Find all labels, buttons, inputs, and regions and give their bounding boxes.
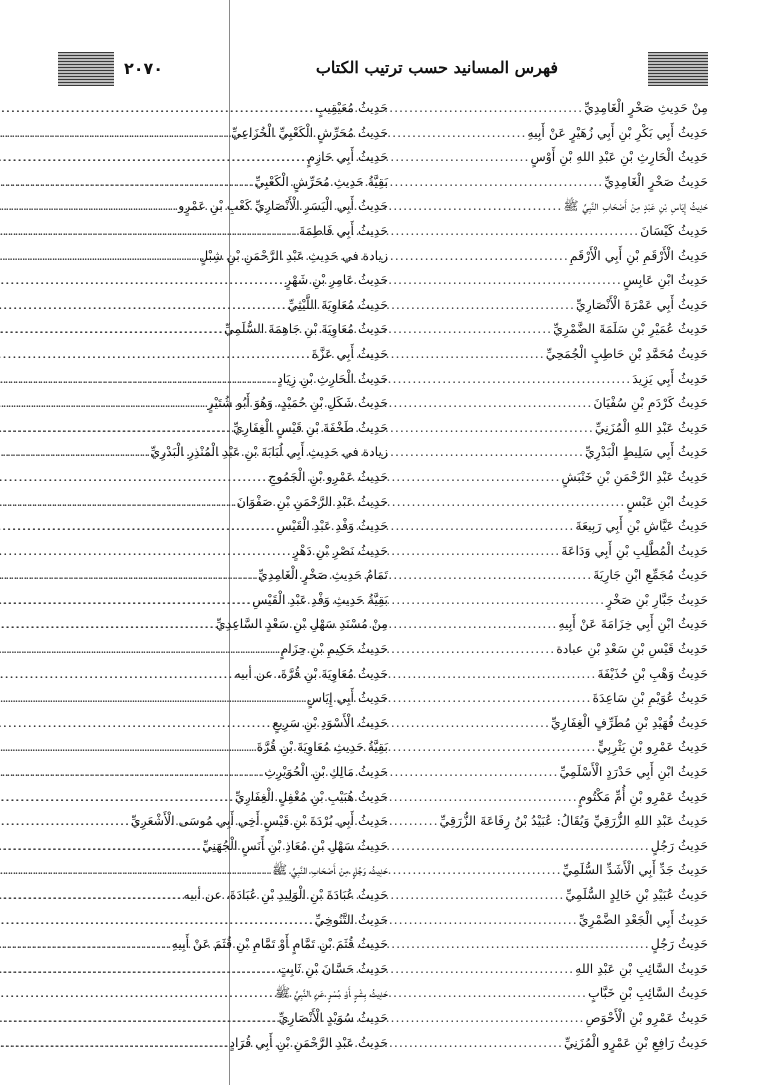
entry-title: حَدِيثُ مُحَرِّشٍ الْكَعْبِيِّ الْخُزَاعِيِّ — [231, 124, 388, 140]
entry-title: حَدِيثُ عُبَادَةَ بْنِ الْوَلِيدِ بْنِ عُبَادَةَ، عن أبيه — [183, 887, 388, 902]
index-entry — [396, 440, 708, 465]
entry-title: حَدِيثُ ابْنِ أَبِي حَدْرَدٍ الْأَسْلَمِيِّ — [559, 764, 708, 780]
leader-dots — [0, 145, 306, 170]
index-entry — [50, 809, 388, 834]
entry-title: حَدِيثُ الْحَارِثِ بْنِ زِيَادٍ — [277, 370, 388, 386]
page-header — [58, 52, 708, 86]
entry-title: حَدِيثُ بِشْرٍ أَوْ بُسْرٍ عَنِ النَّبِيِّ ﷺ — [274, 985, 388, 1001]
index-entry — [50, 416, 388, 441]
entry-title: حَدِيثُ رَجُلٍ مِنْ أَصْحَابِ النَّبِيِّ ﷺ — [272, 862, 388, 878]
index-entry — [50, 563, 388, 588]
index-entry — [396, 121, 708, 146]
index-entry — [396, 735, 708, 760]
entry-title: حَدِيثُ حَسَّانَ بْنِ ثَابِتٍ — [278, 960, 388, 976]
entry-title: حَدِيثُ أَبِي بُرْدَةَ بْنِ قَيْسٍ أَخِي أَبِي مُوسَى الْأَشْعَرِيِّ — [130, 813, 388, 829]
leader-dots — [0, 637, 279, 662]
entry-title: حَدِيثُ عَبْدِ اللهِ الزُّرَقِيِّ وَيُقَالُ: عُبَيْدُ بْنُ رِفَاعَةَ الزُّرَقِيِّ — [439, 813, 708, 829]
index-entry — [396, 490, 708, 515]
index-entry — [396, 539, 708, 564]
entry-title: حَدِيثُ إِيَاسِ بْنِ عَبْدٍ مِنْ أَصْحَابِ النَّبِيِّ ﷺ — [563, 198, 708, 214]
leader-dots — [0, 711, 271, 736]
entry-title: حَدِيثُ الْأَسْوَدِ بْنِ سَرِيعٍ — [272, 714, 388, 730]
index-entry — [396, 465, 708, 490]
index-entry — [396, 957, 708, 982]
entry-title: حَدِيثُ نَصْرِ بْنِ دَهْرٍ — [292, 542, 388, 558]
entry-title: حَدِيثُ عَيَّاشِ بْنِ أَبِي رَبِيعَةَ — [575, 518, 708, 534]
entry-title: بَقِيَّةُ حَدِيثِ مُحَرِّشٍ الْكَعْبِيِّ — [254, 173, 388, 189]
index-entry — [396, 170, 708, 195]
entry-title: حَدِيثُ عَمْرِو بْنِ الْأَحْوَصِ — [585, 1009, 708, 1025]
index-entry — [396, 1031, 708, 1056]
index-entry — [50, 539, 388, 564]
index-entry — [50, 317, 388, 342]
leader-dots — [0, 883, 183, 908]
leader-dots — [0, 858, 271, 883]
entry-title: حَدِيثُ حَكِيمِ بْنِ حِزَامٍ — [280, 641, 388, 657]
header-ornament-right — [648, 52, 708, 86]
entry-title: حَدِيثُ قَيْسِ بْنِ سَعْدِ بْنِ عبادة — [556, 641, 708, 657]
entry-title: حَدِيثُ أَبِي حَازِمٍ — [307, 149, 388, 165]
index-entry — [396, 293, 708, 318]
leader-dots — [0, 244, 198, 269]
index-entry — [50, 637, 388, 662]
index-entry — [396, 342, 708, 367]
entry-title: حَدِيثُ السَّائِبِ بْنِ عَبْدِ اللهِ — [575, 960, 708, 976]
index-entry — [396, 391, 708, 416]
leader-dots — [0, 317, 223, 342]
entry-title: حَدِيثُ السَّائِبِ بْنِ خَبَّابٍ — [587, 985, 708, 1001]
index-entry — [50, 662, 388, 687]
entry-title: حَدِيثُ عَبْدِ اللهِ الْمُزَنِيِّ — [594, 419, 708, 435]
entry-title: حَدِيثُ طَخْفَةَ بْنِ قَيْسٍ الْغِفَارِيِّ — [233, 419, 388, 435]
index-entry — [396, 1006, 708, 1031]
entry-title: حَدِيثُ عَبْدِ الرَّحْمَنِ بْنِ صَفْوَانَ — [236, 493, 388, 509]
leader-dots — [0, 219, 298, 244]
leader-dots — [0, 194, 177, 219]
entry-title: حَدِيثُ قُثَمَ بْنِ تَمَّامٍ أَوْ تَمَّامِ بْنِ قُثَمَ عَنْ أَبِيهِ — [171, 936, 388, 952]
entry-title: حَدِيثُ أَبِي فَاطِمَةَ — [298, 222, 388, 238]
index-entry — [396, 416, 708, 441]
entry-title: زيادة في حَدِيثِ أَبِي لُبَابَةَ بْنِ عَبْدِ الْمُنْذِرِ الْبَدْرِيِّ — [150, 444, 388, 460]
entry-title: حَدِيثُ عَبْدِ الرَّحْمَنِ بْنِ أَبِي قُرَادٍ — [229, 1034, 388, 1050]
leader-dots — [0, 588, 251, 613]
entry-title: حَدِيثُ مُجَمِّعِ ابْنِ جَارِيَةَ — [593, 567, 708, 583]
entry-title: حَدِيثُ الْأَرْقَمِ بْنِ أَبِي الْأَرْقَمِ — [569, 247, 708, 263]
entry-title: حَدِيثُ أَبِي يَزِيدَ — [632, 370, 708, 386]
entry-title: حَدِيثُ أَبِي سَلِيطٍ الْبَدْرِيِّ — [584, 444, 708, 460]
entry-title: حَدِيثُ عَامِرِ بْنِ شَهْرٍ — [285, 272, 388, 288]
index-entry — [50, 1006, 388, 1031]
leader-dots — [0, 514, 275, 539]
entry-title: حَدِيثُ الْحَارِثِ بْنِ عَبْدِ اللهِ بْنِ أَوْسٍ — [530, 149, 708, 165]
entry-title: حَدِيثُ التَّنُوخِيِّ — [314, 911, 388, 927]
leader-dots — [0, 293, 287, 318]
leader-dots — [0, 686, 306, 711]
index-entry — [50, 1031, 388, 1056]
leader-dots — [0, 170, 253, 195]
index-entry — [50, 391, 388, 416]
leader-dots — [0, 612, 215, 637]
entry-title: زيادة في حَدِيثِ عَبْدِ الرَّحْمَنِ بْنِ شِبْلٍ — [199, 247, 388, 263]
index-entry — [50, 858, 388, 883]
index-entry — [396, 932, 708, 957]
index-entry — [396, 219, 708, 244]
index-entry — [396, 194, 708, 219]
index-entry — [50, 957, 388, 982]
entry-title: حَدِيثُ عَمْرِو بْنِ أُمِّ مَكْتُومٍ — [578, 788, 708, 804]
entry-title: حَدِيثُ مَالِكِ بْنِ الْحُوَيْرِثِ — [264, 764, 388, 780]
header-ornament-left — [58, 52, 114, 86]
entry-title: مِنْ مُسْنَدِ سَهْلِ بْنِ سَعْدٍ السَّاعِدِيِّ — [215, 616, 388, 632]
index-column-left — [50, 96, 388, 1055]
entry-title: حَدِيثُ وَهْبِ بْنِ حُذَيْفَةَ — [597, 665, 708, 681]
entry-title: حَدِيثُ أَبِي عَزَّةَ — [311, 345, 388, 361]
entry-title: حَدِيثُ عَمْرِو بْنِ يَثْرِبِيٍّ — [597, 739, 708, 755]
entry-title: حَدِيثُ رَجُلٍ — [650, 936, 708, 952]
index-entry — [50, 588, 388, 613]
index-entry — [50, 145, 388, 170]
index-entry — [396, 834, 708, 859]
index-entry — [50, 735, 388, 760]
leader-dots — [0, 416, 232, 441]
leader-dots — [0, 908, 314, 933]
index-entry — [50, 981, 388, 1006]
leader-dots — [0, 957, 277, 982]
entry-title: حَدِيثُ أَبِي عَمْرَةَ الْأَنْصَارِيِّ — [575, 296, 708, 312]
index-entry — [50, 367, 388, 392]
entry-title: حَدِيثُ مُعَاوِيَةَ بْنِ جَاهِمَةَ السُّلَمِيِّ — [224, 321, 388, 337]
index-entry — [396, 785, 708, 810]
entry-title: حَدِيثُ سَهْلِ بْنِ مُعَاذِ بْنِ أَنَسٍ الْجُهَنِيِّ — [202, 837, 388, 853]
index-entry — [50, 219, 388, 244]
index-entry — [50, 883, 388, 908]
entry-title: حَدِيثُ ابْنِ عَابِسٍ — [622, 272, 708, 288]
entry-title: حَدِيثُ هُبَيْبِ بْنِ مُغْفِلٍ الْغِفَارِيِّ — [234, 788, 388, 804]
entry-title: حَدِيثُ أَبِي بَكْرِ بْنِ أَبِي زُهَيْرٍ عَنْ أَبِيهِ — [527, 124, 708, 140]
leader-dots — [0, 785, 234, 810]
index-entry — [396, 514, 708, 539]
index-entry — [396, 760, 708, 785]
entry-title: حَدِيثُ وَفْدِ عَبْدِ الْقَيْسِ — [276, 518, 388, 534]
entry-title: حَدِيثُ سُوَيْدٍ الْأَنْصَارِيِّ — [278, 1009, 388, 1025]
leader-dots — [0, 735, 256, 760]
index-entry — [396, 145, 708, 170]
entry-title: حَدِيثُ الْمُطَّلِبِ بْنِ أَبِي وَدَاعَةَ — [561, 542, 708, 558]
leader-dots — [0, 809, 130, 834]
index-entry — [50, 711, 388, 736]
index-entry — [50, 440, 388, 465]
index-entry — [50, 170, 388, 195]
entry-title: حَدِيثُ صَخْرٍ الْغَامِدِيِّ — [604, 173, 708, 189]
entry-title: حَدِيثُ عُوَيْمِ بْنِ سَاعِدَةَ — [592, 690, 708, 706]
index-entry — [50, 908, 388, 933]
index-entry — [50, 834, 388, 859]
entry-title: حَدِيثُ عَبْدِ الرَّحْمَنِ بْنِ خَنْبَشٍ — [561, 468, 708, 484]
index-entry — [396, 662, 708, 687]
entry-title: حَدِيثُ رَجُلٍ — [650, 837, 708, 853]
index-entry — [396, 883, 708, 908]
entry-title: حَدِيثُ مُحَمَّدِ بْنِ حَاطِبٍ الْجُمَحِيِّ — [545, 345, 708, 361]
page-number: ٢٠٧٠ — [124, 59, 164, 78]
entry-title: حَدِيثُ شَكَلِ بْنِ حُمَيْدٍ، وَهُوَ أَبُو شُتَيْرٍ — [207, 395, 388, 411]
entry-title: حَدِيثُ فُهَيْدِ بْنِ مُطَرِّفٍ الْغِفَارِيِّ — [550, 714, 708, 730]
entry-title: حَدِيثُ جَدِّ أَبِي الْأَشَدِّ السُّلَمِيِّ — [562, 862, 708, 878]
entry-title: حَدِيثُ عُبَيْدِ بْنِ خَالِدٍ السُّلَمِيِّ — [565, 887, 708, 902]
leader-dots — [0, 662, 233, 687]
leader-dots — [0, 932, 171, 957]
index-entry — [396, 908, 708, 933]
leader-dots — [0, 391, 207, 416]
entry-title: مِنْ حَدِيثِ صَخْرٍ الْغَامِدِيِّ — [584, 100, 708, 115]
entry-title: حَدِيثُ عُمَيْرِ بْنِ سَلَمَةَ الضَّمْرِيِّ — [553, 321, 708, 337]
leader-dots — [0, 96, 314, 121]
index-entry — [396, 612, 708, 637]
entry-title: بَقِيَّةُ حَدِيثِ وَفْدِ عَبْدِ الْقَيْسِ — [252, 591, 388, 607]
index-entry — [50, 490, 388, 515]
index-entry — [50, 932, 388, 957]
index-entry — [396, 367, 708, 392]
index-entry — [396, 686, 708, 711]
entry-title: حَدِيثُ أَبِي إِيَاسٍ — [306, 690, 388, 706]
leader-dots — [0, 121, 230, 146]
index-entry — [396, 317, 708, 342]
index-entry — [50, 686, 388, 711]
entry-title: حَدِيثُ أَبِي الْيَسَرِ الْأَنْصَارِيِّ كَعْبِ بْنِ عَمْرٍو — [178, 198, 388, 214]
index-entry — [396, 563, 708, 588]
leader-dots — [0, 367, 276, 392]
index-entry — [396, 588, 708, 613]
index-entry — [50, 194, 388, 219]
leader-dots — [0, 1031, 228, 1056]
leader-dots — [0, 1006, 277, 1031]
index-entry — [50, 514, 388, 539]
leader-dots — [0, 440, 149, 465]
leader-dots — [0, 834, 201, 859]
entry-title: حَدِيثُ ابْنِ عَبْسٍ — [626, 493, 708, 509]
entry-title: حَدِيثُ أَبِي الْجَعْدِ الضَّمْرِيِّ — [578, 911, 708, 927]
leader-dots — [0, 563, 257, 588]
entry-title: حَدِيثُ مُعَاوِيَةَ بْنِ قُرَّةَ، عن أبيه — [234, 665, 388, 681]
entry-title: حَدِيثُ مُعَيْقِيبٍ — [315, 100, 388, 115]
index-entry — [396, 981, 708, 1006]
index-entry — [396, 637, 708, 662]
index-entry — [50, 121, 388, 146]
entry-title: حَدِيثُ ابْنِ أَبِي خِزَامَةَ عَنْ أَبِيهِ — [558, 616, 708, 632]
index-entry — [396, 809, 708, 834]
index-column-right — [396, 96, 708, 1055]
index-entry — [50, 268, 388, 293]
index-entry — [396, 96, 708, 121]
index-entry — [396, 858, 708, 883]
index-entry — [396, 268, 708, 293]
index-entry — [50, 293, 388, 318]
entry-title: حَدِيثُ كَرْدَمِ بْنِ سُفْيَانَ — [593, 395, 708, 411]
leader-dots — [0, 490, 236, 515]
leader-dots — [0, 981, 274, 1006]
leader-dots — [0, 465, 267, 490]
entry-title: حَدِيثُ جَبَّارِ بْنِ صَخْرٍ — [606, 591, 708, 607]
entry-title: حَدِيثُ عَمْرِو بْنِ الْجَمُوحِ — [268, 468, 388, 484]
entry-title: حَدِيثُ رَافِعِ بْنِ عَمْرٍو الْمُزَنِيِّ — [564, 1034, 708, 1050]
index-entry — [396, 244, 708, 269]
index-entry — [50, 785, 388, 810]
index-entry — [50, 612, 388, 637]
running-title: فهرس المسانيد حسب ترتيب الكتاب — [315, 58, 558, 77]
index-entry — [50, 244, 388, 269]
entry-title: حَدِيثُ مُعَاوِيَةَ اللَّيْثِيِّ — [287, 296, 388, 312]
leader-dots — [0, 342, 311, 367]
leader-dots — [0, 539, 292, 564]
leader-dots — [0, 760, 263, 785]
index-entry — [50, 342, 388, 367]
entry-title: تَمَامُ حَدِيثِ صَخْرٍ الْغَامِدِيِّ — [258, 567, 388, 583]
index-entry — [50, 96, 388, 121]
entry-title: حَدِيثُ كَيْسَانَ — [640, 222, 708, 238]
index-entry — [396, 711, 708, 736]
leader-dots — [0, 268, 284, 293]
index-entry — [50, 465, 388, 490]
entry-title: بَقِيَّةُ حَدِيثِ مُعَاوِيَةَ بْنِ قُرَّةَ — [256, 739, 388, 755]
index-entry — [50, 760, 388, 785]
